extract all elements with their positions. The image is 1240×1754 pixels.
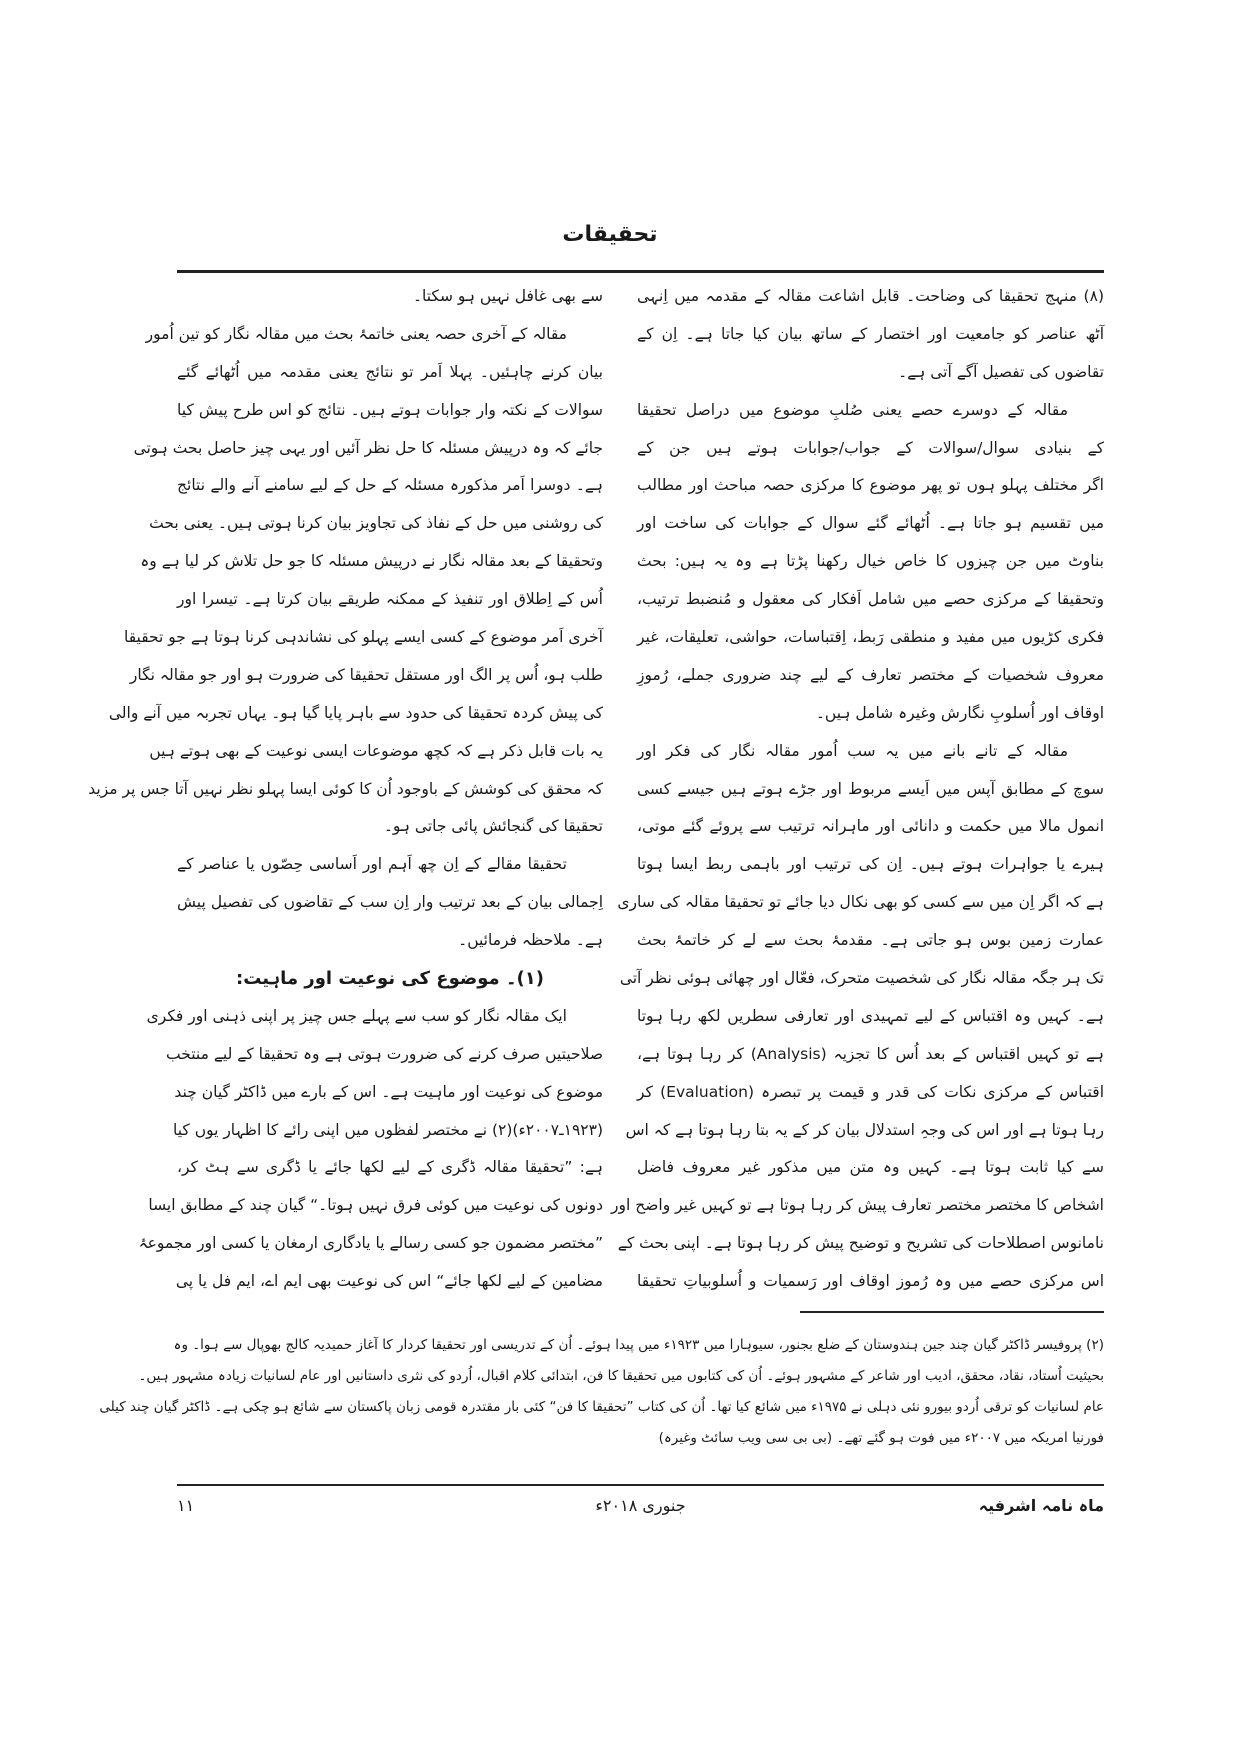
text-line: تحقیقا مقالے کے اِن چھ اَہم اور اَساسی حِصّوں یا عناصر کے	[177, 855, 567, 874]
text-line: تک ہر جگہ مقالہ نگار کی شخصیت متحرک، فعّال اور چھائی ہوئی نظر آتی	[619, 969, 1104, 988]
text-line: ”مختصر مضمون جو کسی رسالے یا یادگاری ارمغان یا کسی اور مجموعۂ	[138, 1234, 603, 1253]
text-line: ہے: ”تحقیقا مقالہ ڈگری کے لیے لکھا جائے یا ڈگری سے ہٹ کر،	[177, 1158, 603, 1177]
text-line: فکری کڑیوں میں مفید و منطقی رَبط، اِقتباسات، حواشی، تعلیقات، غیر	[637, 628, 1104, 647]
text-line: موضوع کی نوعیت اور ماہیت ہے۔ اس کے بارے میں ڈاکٹر گیان چند	[174, 1082, 603, 1101]
text-line: ہے کہ اگر اِن میں سے کسی کو بھی نکال دیا جائے تو تحقیقا مقالہ کی ساری	[617, 893, 1104, 912]
issue-date: جنوری ۲۰۱۸ء	[595, 1496, 686, 1515]
text-line: آٹھ عناصر کو جامعیت اور اختصار کے ساتھ بیان کیا جاتا ہے۔ اِن کے	[637, 324, 1104, 343]
text-line: بیان کرنے چاہئیں۔ پہلا اَمر تو نتائج یعنی مقدمہ میں اُٹھائے گئے	[177, 362, 603, 381]
text-line: دونوں کی نوعیت میں کوئی فرق نہیں ہوتا۔“ گیان چند کے مطابق ایسا	[148, 1196, 603, 1215]
text-line: انمول مالا میں حکمت و دانائی اور ماہرانہ ترتیب سے پروئے گئے موتی،	[637, 817, 1104, 836]
text-line: آخری اَمر موضوع کے کسی ایسے پہلو کی نشاندہی کرنا ہوتا ہے جو تحقیقا	[123, 628, 603, 647]
text-line: اشخاص کا مختصر مختصر تعارف پیش کر رہا ہوتا ہے تو کہیں غیر واضح اور	[611, 1196, 1104, 1215]
running-header-title: تحقیقات	[562, 222, 658, 247]
text-line: بناوٹ میں جن چیزوں کا خاص خیال رکھنا پڑتا ہے وہ یہ ہیں: بحث	[637, 552, 1104, 571]
text-line: مقالہ کے آخری حصہ یعنی خاتمۂ بحث میں مقالہ نگار کو تین اُمور	[145, 324, 567, 343]
footnote-line: عام لسانیات کو ترقی اُردو بیورو نئی دہلی نے ۱۹۷۵ء میں شائع کیا تھا۔ اُن کی کتاب ”تحقیقا کا فن“ کئی بار مقتدرہ قومی زبان پاکستان سے شائع ہو چکی ہے۔ ڈاکٹر گیان چند کیلی	[99, 1399, 1104, 1415]
footnote-separator	[800, 1311, 1104, 1313]
footnote-line: (۲) پروفیسر ڈاکٹر گیان چند جین ہندوستان کے ضلع بجنور، سیوہارا میں ۱۹۲۳ء میں پیدا ہوئے۔ اُن کے تدریسی اور تحقیقا کردار کا آغاز حمیدیہ کالج بھوپال سے ہوا۔ وہ	[173, 1337, 1104, 1353]
text-line: اُس کے اِطلاق اور تنفیذ کے ممکنہ طریقے بیان کرتا ہے۔ تیسرا اور	[177, 590, 603, 609]
text-line: تحقیقا کی گنجائش پائی جاتی ہو۔	[383, 817, 603, 836]
text-line: کی پیش کردہ تحقیقا کی حدود سے باہر پایا گیا ہو۔ یہاں تجربہ میں آنے والی	[108, 703, 603, 722]
footnotes	[99, 1330, 1104, 1454]
magazine-name: ماہ نامہ اشرفیہ	[978, 1496, 1104, 1515]
text-line: طلب ہو، اُس پر الگ اور مستقل تحقیقا کی ضرورت ہو اور جو مقالہ نگار	[129, 665, 603, 684]
footer-rule	[177, 1484, 1104, 1486]
section-heading: (۱)۔ موضوع کی نوعیت اور ماہیت:	[236, 968, 544, 990]
footnote-line: بحیثیت اُستاد، نقاد، محقق، ادیب اور شاعر کے مشہور ہوئے۔ اُن کی کتابوں میں تحقیقا کا فن، ابتدائی کلام اقبال، اُردو کی نثری داستانیں اور عام لسانیات زیادہ مشہور ہیں۔	[138, 1368, 1104, 1384]
text-line: سے بھی غافل نہیں ہو سکتا۔	[412, 287, 603, 305]
text-line: میں تقسیم ہو جاتا ہے۔ اُٹھائے گئے سوال کے جوابات کی ساخت اور	[637, 514, 1104, 533]
footnote-line: فورنیا امریکہ میں ۲۰۰۷ء میں فوت ہو گئے تھے۔ (بی بی سی ویب سائٹ وغیرہ)	[658, 1430, 1104, 1446]
text-line: (۱۹۲۳ـ۲۰۰۷ء)(۲) نے مختصر لفظوں میں اپنی رائے کا اظہار یوں کیا	[172, 1120, 603, 1139]
page-number: ۱۱	[177, 1496, 195, 1515]
text-line: معروف شخصیات کے مختصر تعارف کے لیے چند ضروری جملے، رُموزِ	[637, 665, 1104, 684]
text-line: ایک مقالہ نگار کو سب سے پہلے جس چیز پر اپنی ذہنی اور فکری	[146, 1006, 567, 1025]
text-line: (۸) منہج تحقیقا کی وضاحت۔ قابل اشاعت مقالہ کے مقدمہ میں اِنہی	[637, 287, 1104, 305]
text-line: ہے تو کہیں اقتباس کے بعد اُس کا تجزیہ (Analysis) کر رہا ہوتا ہے،	[637, 1044, 1104, 1063]
text-line: وتحقیقا کے مرکزی حصے میں شامل اَفکار کی معقول و مُنضبط ترتیب،	[637, 590, 1104, 609]
left-column	[88, 278, 603, 1301]
text-line: سوچ کے مطابق آپس میں اَیسے مربوط اور جڑے ہوتے ہیں جیسے کسی	[637, 779, 1104, 798]
text-line: سوالات کے نکتہ وار جوابات ہوتے ہیں۔ نتائج کو اس طرح پیش کیا	[177, 400, 603, 419]
text-line: کی روشنی میں حل کے نفاذ کی تجاویز بیان کرنا ہوتی ہیں۔ یعنی بحث	[149, 514, 603, 533]
text-line: سے کیا ثابت ہوتا ہے۔ کہیں وہ متن میں مذکور غیر معروف فاضل	[637, 1158, 1104, 1177]
text-line: ہے۔ کہیں وہ اقتباس کے لیے تمہیدی اور تعارفی سطریں لکھ رہا ہوتا	[637, 1006, 1104, 1025]
text-line: رہا ہوتا ہے اور اس کی وجہِ استدلال بیان کر کے یہ بتا رہا ہوتا ہے کہ اس	[625, 1120, 1104, 1139]
text-line: مقالہ کے دوسرے حصے یعنی صُلبِ موضوع میں دراصل تحقیقا	[637, 400, 1068, 419]
text-line: تقاضوں کی تفصیل آگے آتی ہے۔	[898, 362, 1104, 381]
text-line: جائے کہ وہ درپیش مسئلہ کا حل نظر آئیں اور یہی چیز حاصل بحث ہوتی	[133, 438, 603, 457]
text-line: اوقاف اور اُسلوبِ نگارش وغیرہ شامل ہیں۔	[815, 703, 1104, 722]
text-line: یہ بات قابل ذکر ہے کہ کچھ موضوعات ایسی نوعیت کے بھی ہوتے ہیں	[149, 741, 603, 760]
text-line: اِجمالی بیان کے بعد ترتیب وار اِن سب کے تقاضوں کی تفصیل پیش	[177, 893, 603, 912]
text-line: اس مرکزی حصے میں وہ رُموز اوقاف اور رَسمیات و اُسلوبیاتِ تحقیقا	[637, 1272, 1104, 1291]
text-line: مقالہ کے تانے بانے میں یہ سب اُمور مقالہ نگار کی فکر اور	[637, 741, 1068, 760]
text-line: صلاحیتیں صرف کرنے کی ضرورت ہوتی ہے وہ تحقیقا کے لیے منتخب	[166, 1044, 603, 1063]
text-line: کہ محقق کی کوشش کے باوجود اُن کا کوئی ایسا پہلو نظر نہیں آتا جس پر مزید	[88, 779, 603, 798]
text-line: ہے۔ دوسرا اَمر مذکورہ مسئلہ کے حل کے لیے سامنے آنے والے نتائج	[177, 476, 603, 495]
page-footer	[177, 1496, 1104, 1526]
text-line: عمارت زمین بوس ہو جاتی ہے۔ مقدمۂ بحث سے لے کر خاتمۂ بحث	[637, 931, 1104, 950]
text-line: وتحقیقا کے بعد مقالہ نگار نے درپیش مسئلہ کا جو حل تلاش کر لیا ہے وہ	[140, 552, 603, 571]
header-rule	[177, 270, 1104, 273]
text-line: کے بنیادی سوال/سوالات کے جواب/جوابات ہوتے ہیں جن کے	[637, 438, 1104, 457]
text-line: اگر مختلف پہلو ہوں تو پھر موضوع کا مرکزی حصہ مباحث اور مطالب	[637, 476, 1104, 495]
text-line: نامانوس اصطلاحات کی تشریح و توضیح پیش کر رہا ہوتا ہے۔ اپنی بحث کے	[617, 1234, 1104, 1253]
text-line: اقتباس کے مرکزی نکات کی قدر و قیمت پر تبصرہ (Evaluation) کر	[637, 1082, 1104, 1101]
right-column	[611, 278, 1104, 1301]
text-line: مضامین کے لیے لکھا جائے“ اس کی نوعیت بھی ایم اے، ایم فل یا پی	[175, 1272, 603, 1291]
text-line: ہے۔ ملاحظہ فرمائیں۔	[458, 931, 603, 950]
text-line: ہیرے یا جواہرات ہوتے ہیں۔ اِن کی ترتیب اور باہمی ربط ایسا ہوتا	[637, 855, 1104, 874]
